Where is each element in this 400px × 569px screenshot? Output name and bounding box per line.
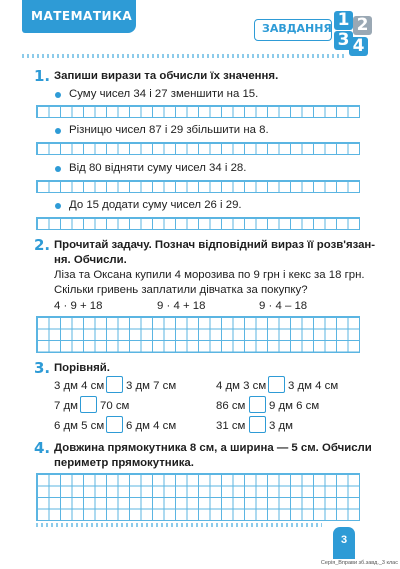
compare-left: 4 дм 3 см <box>216 380 267 392</box>
badge-digit-3: 3 <box>334 31 353 50</box>
compare-left: 3 дм 4 см <box>54 380 105 392</box>
task-1-item-4: До 15 додати суму чисел 26 і 29. <box>69 199 242 211</box>
compare-left: 31 см <box>216 420 246 432</box>
task-2-number: 2. <box>34 236 51 254</box>
task-2-option-2[interactable]: 9 · 4 + 18 <box>157 300 206 312</box>
task-1-answer-grid-1[interactable] <box>36 105 360 118</box>
compare-right: 9 дм 6 см <box>269 400 320 412</box>
compare-box[interactable] <box>249 396 266 413</box>
compare-left: 86 см <box>216 400 246 412</box>
task-2-title-line-2: ня. Обчисли. <box>54 254 127 266</box>
task-1-answer-grid-2[interactable] <box>36 142 360 155</box>
badge-digit-1: 1 <box>334 11 353 30</box>
subject-title: МАТЕМАТИКА <box>31 9 133 23</box>
compare-left: 7 дм <box>54 400 78 412</box>
task-3-number: 3. <box>34 359 51 377</box>
task-2-text-line-1: Ліза та Оксана купили 4 морозива по 9 грн і кекс за 18 грн. <box>54 269 365 281</box>
task-1-number: 1. <box>34 67 51 85</box>
bullet-marker <box>55 166 61 172</box>
subject-tab <box>22 0 136 33</box>
compare-box[interactable] <box>249 416 266 433</box>
bullet-marker <box>55 128 61 134</box>
badge-digit-4: 4 <box>349 37 368 56</box>
task-4-answer-grid[interactable] <box>36 473 360 521</box>
task-2-title-line-1: Прочитай задачу. Познач відповідний вираз її розв'язан- <box>54 239 376 251</box>
compare-right: 6 дм 4 см <box>126 420 177 432</box>
task-2-option-1[interactable]: 4 · 9 + 18 <box>54 300 103 312</box>
header-dotted-line <box>22 54 346 58</box>
compare-right: 3 дм 7 см <box>126 380 177 392</box>
task-3-title: Порівняй. <box>54 362 110 374</box>
task-1-item-1: Суму чисел 34 і 27 зменшити на 15. <box>69 88 259 100</box>
task-1-answer-grid-3[interactable] <box>36 180 360 193</box>
task-1-item-3: Від 80 відняти суму чисел 34 і 28. <box>69 162 247 174</box>
compare-right: 70 см <box>100 400 130 412</box>
compare-box[interactable] <box>80 396 97 413</box>
footer-label: Серія_Вправи зб.завд._3 клас <box>320 560 398 566</box>
compare-box[interactable] <box>106 376 123 393</box>
compare-box[interactable] <box>106 416 123 433</box>
compare-right: 3 дм <box>269 420 293 432</box>
task-4-title-line-2: периметр прямокутника. <box>54 457 194 469</box>
task-2-text-line-2: Скільки гривень заплатили дівчатка за покупку? <box>54 284 308 296</box>
page-number: 3 <box>333 527 355 559</box>
compare-box[interactable] <box>268 376 285 393</box>
compare-left: 6 дм 5 см <box>54 420 105 432</box>
task-4-title-line-1: Довжина прямокутника 8 см, а ширина — 5 см. Обчисли <box>54 442 372 454</box>
bullet-marker <box>55 203 61 209</box>
task-1-title: Запиши вирази та обчисли їх значення. <box>54 70 279 82</box>
task-2-answer-grid[interactable] <box>36 316 360 353</box>
task-1-answer-grid-4[interactable] <box>36 217 360 230</box>
footer-dotted-line <box>36 523 322 527</box>
task-1-item-2: Різницю чисел 87 і 29 збільшити на 8. <box>69 124 269 136</box>
task-4-number: 4. <box>34 439 51 457</box>
tasks-badge-label: ЗАВДАННЯ <box>262 22 332 35</box>
bullet-marker <box>55 92 61 98</box>
badge-digit-2: 2 <box>353 16 372 35</box>
compare-right: 3 дм 4 см <box>288 380 339 392</box>
task-2-option-3[interactable]: 9 · 4 – 18 <box>259 300 308 312</box>
